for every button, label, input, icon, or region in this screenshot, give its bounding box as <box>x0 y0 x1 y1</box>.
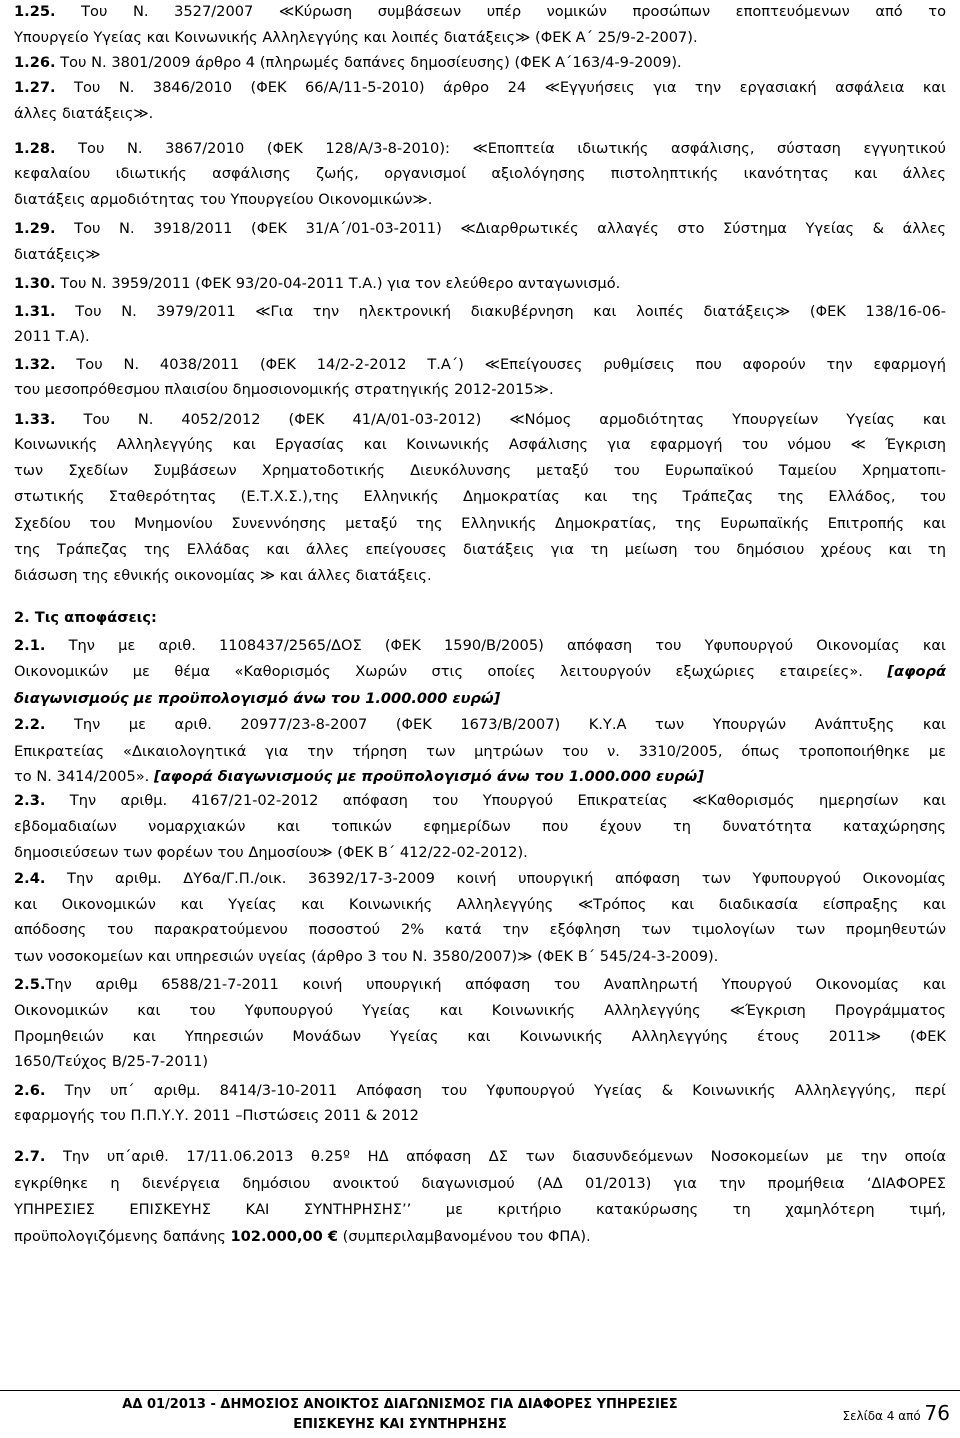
text-run: και Οικονομικών και Υγείας και Κοινωνικής Αλληλεγγύης ≪Τρόπος και διαδικασία είσπραξης και <box>14 896 946 913</box>
text-run: Του Ν. 3801/2009 άρθρο 4 (πληρωμές δαπάνες δημοσίευσης) (ΦΕΚ Α΄163/4-9-2009). <box>55 54 682 71</box>
text-run: 1650/Τεύχος Β/25-7-2011) <box>14 1053 209 1070</box>
text-run: 1.28. <box>14 140 56 157</box>
text-run: της Τράπεζας της Ελλάδας και άλλες επείγουσες διατάξεις για τη μείωση του δημόσιου χρέους και τη <box>14 541 946 558</box>
text-run: Την υπ΄αριθ. 17/11.06.2013 θ.25º ΗΔ απόφαση ΔΣ των διασυνδεόμενων Νοσοκομείων με την οποία <box>45 1148 946 1165</box>
text-line <box>14 657 946 687</box>
text-line <box>14 603 946 633</box>
text-run: Υπουργείο Υγείας και Κοινωνικής Αλληλεγγύης και λοιπές διατάξεις≫ (ΦΕΚ Α΄ 25/9-2-2007). <box>14 29 698 46</box>
text-run: 2. Τις αποφάσεις: <box>14 609 157 626</box>
text-run: εγκρίθηκε η διενέργεια δημόσιου ανοικτού διαγωνισμού (ΑΔ 01/2013) για την προμήθεια ‘ΔΙΑΦΟΡΕΣ <box>14 1175 946 1192</box>
footer-title-line2: ΕΠΙΣΚΕΥΗΣ ΚΑΙ ΣΥΝΤΗΡΗΣΗΣ <box>293 1417 507 1432</box>
text-run: Του Ν. 4038/2011 (ΦΕΚ 14/2-2-2012 Τ.Α΄) ≪Επείγουσες ρυθμίσεις που αφορούν την εφαρμογή <box>55 356 946 373</box>
page-total: 76 <box>924 1401 950 1425</box>
text-run: 1.31. <box>14 303 56 320</box>
text-run: Οικονομικών με θέμα «Καθορισμός Χωρών στις οποίες λειτουργούν εξωχώριες εταιρείες». <box>14 663 888 680</box>
text-run: 1.30. <box>14 275 56 292</box>
text-run: Του Ν. 3918/2011 (ΦΕΚ 31/Α΄/01-03-2011) ≪Διαρθρωτικές αλλαγές στο Σύστημα Υγείας & άλλες <box>55 220 946 237</box>
text-run: Την αριθμ 6588/21-7-2011 κοινή υπουργική απόφαση του Αναπληρωτή Υπουργού Οικονομίας και <box>45 976 946 993</box>
text-run: 2.3. <box>14 792 46 809</box>
text-line <box>14 1195 946 1225</box>
text-line <box>14 1222 946 1252</box>
text-run: εβδομαδιαίων νομαρχιακών και τοπικών εφημερίδων που έχουν τη δυνατότητα καταχώρησης <box>14 818 946 835</box>
text-run: [αφορά <box>887 663 946 680</box>
text-run: προϋπολογιζόμενης δαπάνης <box>14 1228 231 1245</box>
text-run: Σχεδίου του Μνημονίου Συνεννόησης μεταξύ της Ελληνικής Δημοκρατίας, της Ευρωπαϊκής Επιτροπής και <box>14 515 946 532</box>
text-run: Την με αριθ. 1108437/2565/ΔΟΣ (ΦΕΚ 1590/Β/2005) απόφαση του Υφυπουργού Οικονομίας και <box>45 637 946 654</box>
text-run: 2.7. <box>14 1148 46 1165</box>
text-run: του μεσοπρόθεσμου πλαισίου δημοσιονομικής στρατηγικής 2012-2015≫. <box>14 381 554 398</box>
text-line <box>14 240 946 270</box>
text-line <box>14 1101 946 1131</box>
text-line <box>14 1142 946 1172</box>
text-line <box>14 269 946 299</box>
text-run: των νοσοκομείων και υπηρεσιών υγείας (άρθρο 3 του Ν. 3580/2007)≫ (ΦΕΚ Β΄ 545/24-3-2009). <box>14 948 719 965</box>
text-run: 1.26. <box>14 54 56 71</box>
text-run: διατάξεις αρμοδιότητας του Υπουργείου Οικονομικών≫. <box>14 191 433 208</box>
text-run: Επικρατείας «Δικαιολογητικά για την τήρηση των μητρώων του ν. 3310/2005, όπως τροποποιήθηκε με <box>14 743 946 760</box>
text-run: στωτικής Σταθερότητας (Ε.Τ.Χ.Σ.),της Ελληνικής Δημοκρατίας και της Τράπεζας της Ελλάδος, του <box>14 488 946 505</box>
text-run: διαγωνισμούς με προϋπολογισμό άνω του 1.000.000 ευρώ] <box>14 690 501 707</box>
text-run: Την υπ΄ αριθμ. 8414/3-10-2011 Απόφαση του Υφυπουργού Υγείας & Κοινωνικής Αλληλεγγύης, περί <box>45 1082 946 1099</box>
text-line <box>14 942 946 972</box>
text-run: Του Ν. 3527/2007 ≪Κύρωση συμβάσεων υπέρ νομικών προσώπων εποπτευόμενων από το <box>55 3 946 20</box>
text-run: 1.32. <box>14 356 56 373</box>
text-run: Την με αριθ. 20977/23-8-2007 (ΦΕΚ 1673/Β/2007) Κ.Υ.Α των Υπουργών Ανάπτυξης και <box>45 716 946 733</box>
text-run: Του Ν. 3846/2010 (ΦΕΚ 66/Α/11-5-2010) άρθρο 24 ≪Εγγυήσεις για την εργασιακή ασφάλεια και <box>55 79 946 96</box>
text-run: κεφαλαίου ιδιωτικής ασφάλισης ζωής, οργανισμοί αξιολόγησης πιστοληπτικής ικανότητας και άλλες <box>14 165 946 182</box>
text-run: Του Ν. 3979/2011 ≪Για την ηλεκτρονική διακυβέρνηση και λοιπές διατάξεις≫ (ΦΕΚ 138/16-06- <box>55 303 946 320</box>
text-run: 2011 Τ.Α). <box>14 328 90 345</box>
text-run: [αφορά διαγωνισμούς με προϋπολογισμό άνω του 1.000.000 ευρώ] <box>153 768 704 785</box>
text-run: 1.33. <box>14 411 56 428</box>
text-line <box>14 561 946 591</box>
text-run: 2.5. <box>14 976 46 993</box>
text-run: 2.4. <box>14 870 46 887</box>
footer-title <box>40 1395 760 1435</box>
text-run: άλλες διατάξεις≫. <box>14 105 154 122</box>
text-run: δημοσιεύσεων των φορέων του Δημοσίου≫ (ΦΕΚ Β΄ 412/22-02-2012). <box>14 844 528 861</box>
text-run: Την αριθμ. ΔΥ6α/Γ.Π./οικ. 36392/17-3-2009 κοινή υπουργική απόφαση των Υφυπουργού Οικονομίας <box>45 870 946 887</box>
text-line <box>14 915 946 945</box>
text-run: Του Ν. 3959/2011 (ΦΕΚ 93/20-04-2011 Τ.Α.) για τον ελεύθερο ανταγωνισμό. <box>55 275 621 292</box>
text-run: (συμπεριλαμβανομένου του ΦΠΑ). <box>338 1228 591 1245</box>
text-run: Οικονομικών και του Υφυπουργού Υγείας και Κοινωνικής Αλληλεγγύης ≪Έγκριση Προγράμματος <box>14 1002 946 1019</box>
text-line <box>14 322 946 352</box>
text-run: 1.25. <box>14 3 56 20</box>
text-run: Κοινωνικής Αλληλεγγύης και Εργασίας και Κοινωνικής Ασφάλισης για εφαρμογή του νόμου ≪ Έγκριση <box>14 436 946 453</box>
text-run: 1.27. <box>14 79 56 96</box>
text-run: 2.6. <box>14 1082 46 1099</box>
text-run: ΥΠΗΡΕΣΙΕΣ ΕΠΙΣΚΕΥΗΣ ΚΑΙ ΣΥΝΤΗΡΗΣΗΣ’’ με κριτήριο κατακύρωσης τη χαμηλότερη τιμή, <box>14 1201 946 1218</box>
text-line <box>14 482 946 512</box>
text-run: 102.000,00 € <box>230 1228 339 1245</box>
page-number <box>780 1400 950 1429</box>
footer-title-line1: ΑΔ 01/2013 - ΔΗΜΟΣΙΟΣ ΑΝΟΙΚΤΟΣ ΔΙΑΓΩΝΙΣΜΟΣ ΓΙΑ ΔΙΑΦΟΡΕΣ ΥΠΗΡΕΣΙΕΣ <box>122 1397 678 1412</box>
text-run: Του Ν. 3867/2010 (ΦΕΚ 128/Α/3-8-2010): ≪Εποπτεία ιδιωτικής ασφάλισης, σύσταση εγγυητικού <box>55 140 946 157</box>
text-run: 2.1. <box>14 637 46 654</box>
text-run: 2.2. <box>14 716 46 733</box>
text-line <box>14 185 946 215</box>
text-run: το Ν. 3414/2005». <box>14 768 154 785</box>
text-run: διατάξεις≫ <box>14 246 101 263</box>
text-run: Του Ν. 4052/2012 (ΦΕΚ 41/Α/01-03-2012) ≪Νόμος αρμοδιότητας Υπουργείων Υγείας και <box>55 411 946 428</box>
text-line <box>14 710 946 740</box>
text-run: 1.29. <box>14 220 56 237</box>
text-run: των Σχεδίων Συμβάσεων Χρηματοδοτικής Διευκόλυνσης μεταξύ του Ευρωπαϊκού Ταμείου Χρηματοπι- <box>14 462 946 479</box>
text-run: Την αριθμ. 4167/21-02-2012 απόφαση του Υπουργού Επικρατείας ≪Καθορισμός ημερησίων και <box>45 792 946 809</box>
text-line <box>14 375 946 405</box>
text-run: απόδοσης του παρακρατούμενου ποσοστού 2% κατά την εξόφληση των τιμολογίων των προμηθευτών <box>14 921 946 938</box>
text-line <box>14 99 946 129</box>
text-run: εφαρμογής του Π.Π.Υ.Υ. 2011 –Πιστώσεις 2011 & 2012 <box>14 1107 419 1124</box>
text-run: διάσωση της εθνικής οικονομίας ≫ και άλλες διατάξεις. <box>14 567 432 584</box>
text-line <box>14 1047 946 1077</box>
footer-divider <box>0 1390 960 1391</box>
text-run: Προμηθειών και Υπηρεσιών Μονάδων Υγείας και Κοινωνικής Αλληλεγγύης έτους 2011≫ (ΦΕΚ <box>14 1028 946 1045</box>
page-prefix: Σελίδα 4 από <box>842 1409 921 1423</box>
